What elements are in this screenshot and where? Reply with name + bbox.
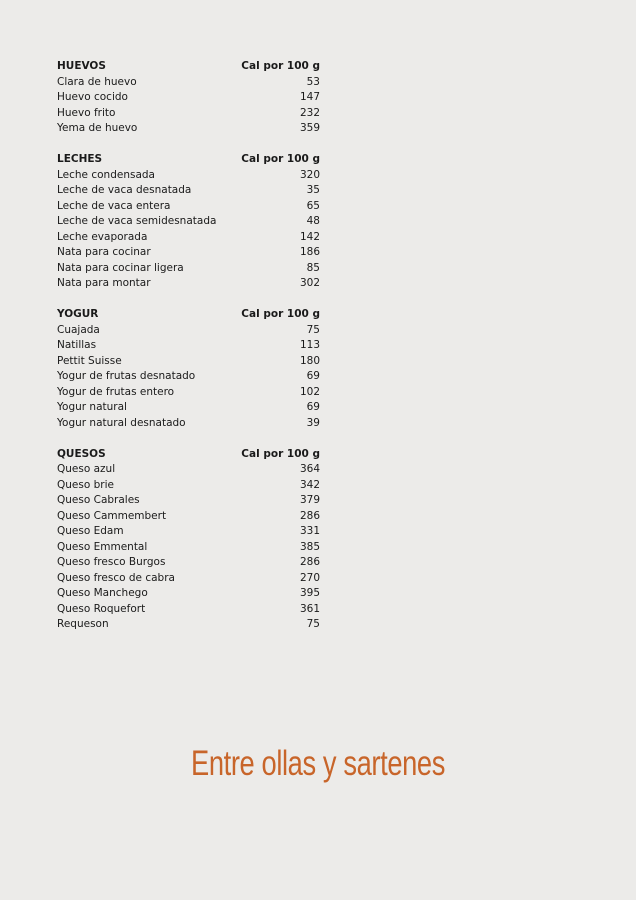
section-header [57, 152, 320, 168]
section-title: LECHES [57, 153, 103, 165]
table-row [57, 416, 320, 432]
table-row [57, 509, 320, 525]
calorie-value: 113 [299, 339, 320, 351]
table-row [57, 183, 320, 199]
section-leches [57, 152, 320, 292]
blog-title: Entre ollas y sartenes [191, 744, 445, 783]
food-name: Queso Roquefort [57, 602, 146, 615]
food-name: Yogur natural [57, 401, 127, 413]
table-row [57, 478, 320, 494]
calorie-value: 320 [299, 168, 320, 181]
unit-header: Cal por 100 g [241, 308, 320, 320]
food-name: Leche condensada [57, 168, 155, 181]
table-row [57, 602, 320, 618]
table-row [57, 369, 320, 385]
table-row [57, 462, 320, 478]
calorie-value: 69 [306, 370, 320, 382]
table-row [57, 199, 320, 215]
section-header [57, 59, 320, 75]
food-name: Queso azul [57, 463, 116, 475]
calorie-value: 286 [299, 556, 320, 568]
food-name: Leche de vaca entera [57, 199, 171, 212]
food-name: Yema de huevo [57, 122, 138, 134]
table-row [57, 524, 320, 540]
table-row [57, 230, 320, 246]
calorie-value: 75 [306, 323, 320, 336]
food-name: Huevo frito [57, 106, 116, 119]
food-name: Queso Cabrales [57, 494, 140, 506]
table-row [57, 168, 320, 184]
food-name: Pettit Suisse [57, 354, 122, 367]
calorie-value: 75 [306, 618, 320, 630]
food-name: Leche evaporada [57, 230, 148, 243]
table-row [57, 385, 320, 401]
section-title: YOGUR [57, 308, 99, 320]
food-name: Queso Emmental [57, 540, 148, 553]
food-name: Natillas [57, 339, 97, 351]
food-name: Clara de huevo [57, 75, 137, 88]
food-name: Queso Manchego [57, 587, 148, 599]
section-quesos [57, 447, 320, 633]
calorie-tables [57, 59, 320, 648]
table-row [57, 323, 320, 339]
section-header [57, 447, 320, 463]
table-row [57, 354, 320, 370]
calorie-value: 53 [306, 75, 320, 88]
calorie-value: 186 [299, 246, 320, 258]
calorie-value: 69 [306, 401, 320, 413]
section-title: QUESOS [57, 447, 106, 460]
table-row [57, 276, 320, 292]
table-row [57, 400, 320, 416]
calorie-value: 232 [299, 106, 320, 119]
food-name: Yogur de frutas desnatado [57, 370, 196, 382]
calorie-value: 395 [299, 587, 320, 599]
calorie-value: 180 [299, 354, 320, 367]
food-name: Requeson [57, 618, 109, 630]
food-name: Queso fresco de cabra [57, 571, 175, 584]
calorie-value: 302 [299, 277, 320, 289]
calorie-value: 361 [299, 602, 320, 615]
food-name: Huevo cocido [57, 91, 128, 103]
calorie-value: 65 [306, 199, 320, 212]
calorie-value: 364 [299, 463, 320, 475]
calorie-value: 35 [306, 184, 320, 196]
table-row [57, 214, 320, 230]
unit-header: Cal por 100 g [241, 60, 320, 72]
table-row [57, 571, 320, 587]
table-row [57, 261, 320, 277]
calorie-value: 102 [299, 385, 320, 398]
section-title: HUEVOS [57, 60, 106, 72]
food-name: Queso brie [57, 478, 114, 491]
food-name: Queso Edam [57, 525, 124, 537]
unit-header: Cal por 100 g [241, 447, 320, 460]
food-name: Leche de vaca semidesnatada [57, 215, 217, 227]
table-row [57, 540, 320, 556]
table-row [57, 555, 320, 571]
food-name: Queso fresco Burgos [57, 556, 166, 568]
food-name: Nata para cocinar ligera [57, 261, 184, 274]
calorie-value: 385 [299, 540, 320, 553]
calorie-value: 342 [299, 478, 320, 491]
table-row [57, 338, 320, 354]
food-name: Nata para montar [57, 277, 151, 289]
table-row [57, 493, 320, 509]
calorie-value: 85 [306, 261, 320, 274]
calorie-value: 286 [299, 509, 320, 522]
table-row [57, 617, 320, 633]
section-header [57, 307, 320, 323]
calorie-value: 379 [299, 494, 320, 506]
calorie-value: 142 [299, 230, 320, 243]
table-row [57, 90, 320, 106]
calorie-value: 48 [306, 215, 320, 227]
food-name: Nata para cocinar [57, 246, 151, 258]
calorie-value: 270 [299, 571, 320, 584]
calorie-value: 359 [299, 122, 320, 134]
table-row [57, 121, 320, 137]
food-name: Leche de vaca desnatada [57, 184, 192, 196]
table-row [57, 245, 320, 261]
food-name: Cuajada [57, 323, 100, 336]
section-yogur [57, 307, 320, 431]
table-row [57, 75, 320, 91]
calorie-value: 147 [299, 91, 320, 103]
table-row [57, 586, 320, 602]
unit-header: Cal por 100 g [241, 153, 320, 165]
food-name: Queso Cammembert [57, 509, 167, 522]
food-name: Yogur de frutas entero [57, 385, 175, 398]
food-name: Yogur natural desnatado [57, 416, 186, 429]
calorie-value: 39 [306, 416, 320, 429]
section-huevos [57, 59, 320, 137]
calorie-value: 331 [299, 525, 320, 537]
table-row [57, 106, 320, 122]
